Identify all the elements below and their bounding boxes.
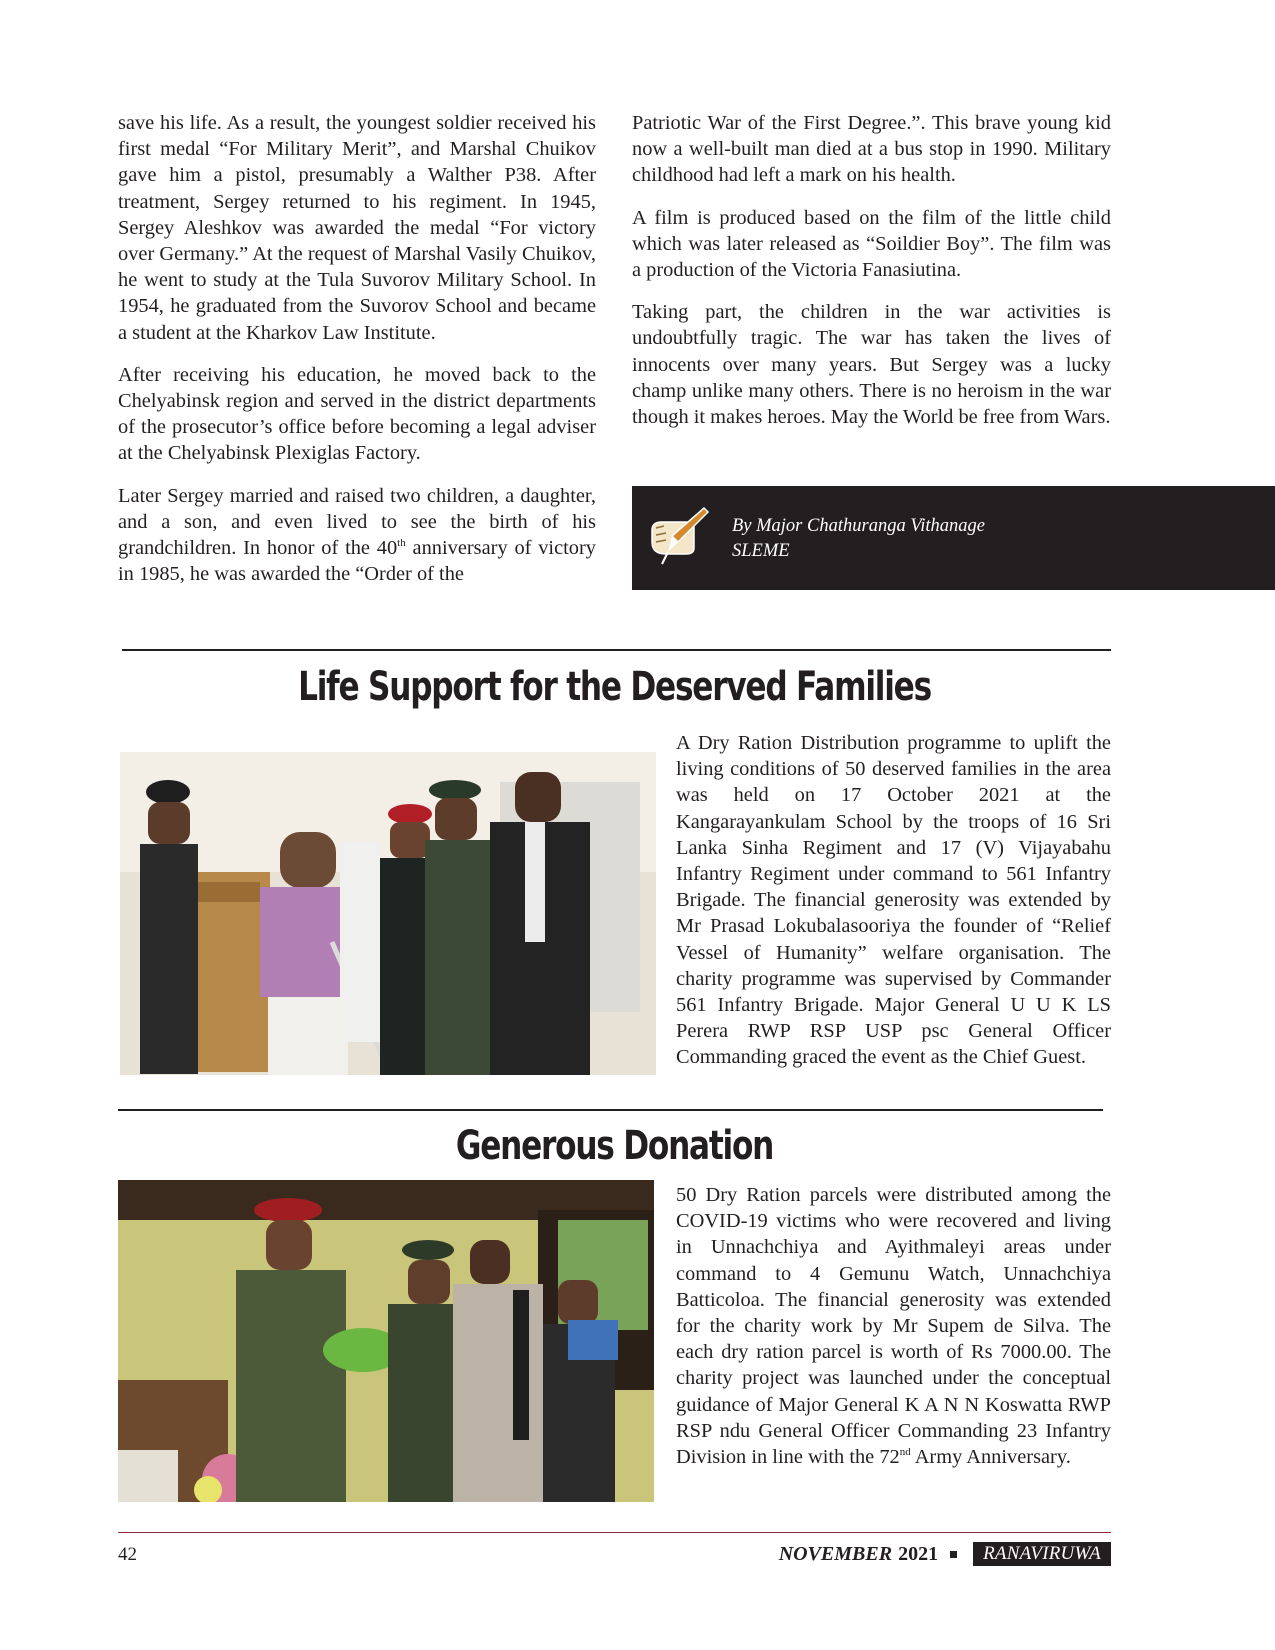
story-1-text bbox=[676, 730, 1111, 1071]
article-paragraph bbox=[118, 483, 596, 588]
section-divider bbox=[118, 1109, 1103, 1111]
article-left-column bbox=[118, 110, 596, 587]
magazine-name: RANAVIRUWA bbox=[973, 1542, 1111, 1566]
story-2-text bbox=[676, 1182, 1111, 1470]
article-text: anniversary of victory in 1985, he was awarded the “Order of the bbox=[118, 537, 596, 586]
story-2-text-body: 50 Dry Ration parcels were distributed among the COVID-19 victims who were recovered and living in Unnachchiya and Ayithmaleyi areas under command to 4 Gemunu Watch, Unnachchiya Batticoloa. The financial generosity was extended for the charity work by Mr Supem de Silva. The each dry ration parcel is worth of Rs 7000.00. The charity project was launched under the conceptual guidance of Major General K A N N Koswatta RWP RSP ndu General Officer Commanding 23 Infantry Division in line with the 72 bbox=[676, 1184, 1111, 1469]
footer-year: 2021 bbox=[898, 1542, 939, 1565]
story-1-headline: Life Support for the Deserved Families bbox=[298, 664, 931, 710]
story-1-paragraph: A Dry Ration Distribution programme to uplift the living conditions of 50 deserved families in the area was held on 17 October 2021 at the Kangarayankulam School by the troops of 16 Sri Lanka Sinha Regiment and 17 (V) Vijayabahu Infantry Regiment under command to 561 Infantry Brigade. The financial generosity was extended by Mr Prasad Lokubalasooriya the founder of “Relief Vessel of Humanity” welfare organisation. The charity programme was supervised by Commander 561 Infantry Brigade. Major General U U K LS Perera RWP RSP USP psc General Officer Commanding graced the event as the Chief Guest. bbox=[676, 732, 1111, 1069]
footer-masthead bbox=[779, 1542, 1111, 1566]
ordinal-suffix: nd bbox=[899, 1446, 911, 1459]
byline-text bbox=[732, 514, 985, 563]
article-paragraph: After receiving his education, he moved back to the Chelyabinsk region and served in the district departments of the prosecutor’s office before becoming a legal adviser at the Chelyabinsk Plexiglas Factory. bbox=[118, 363, 596, 465]
footer-rule bbox=[118, 1532, 1111, 1533]
article-paragraph: save his life. As a result, the youngest soldier received his first medal “For Military Merit”, and Marshal Chuikov gave him a pistol, presumably a Walther P38. After treatment, Sergey returned to his regiment. In 1945, Sergey Aleshkov was awarded the medal “For victory over Germany.” At the request of Marshal Vasily Chuikov, he went to study at the Tula Suvorov Military School. In 1954, he graduated from the Suvorov School and became a student at the Kharkov Law Institute. bbox=[118, 112, 596, 344]
byline-unit: SLEME bbox=[732, 540, 790, 561]
article-right-column bbox=[632, 110, 1111, 430]
article-text: Later Sergey married and raised two children, a daughter, and a son, and even lived to see the birth of his grandchildren. In honor of the 40 bbox=[118, 484, 596, 560]
byline-box bbox=[632, 486, 1275, 590]
section-divider bbox=[122, 649, 1111, 651]
square-bullet-icon bbox=[950, 1551, 957, 1558]
article-paragraph: A film is produced based on the film of the little child which was later released as “Soildier Boy”. The film was a production of the Victoria Fanasiutina. bbox=[632, 206, 1111, 282]
article-paragraph: Taking part, the children in the war activities is undoubtfully tragic. The war has taken the lives of innocents over many years. But Sergey was a lucky champ unlike many others. There is no heroism in the war though it makes heroes. May the World be free from Wars. bbox=[632, 301, 1111, 429]
ordinal-suffix: th bbox=[397, 537, 406, 550]
story-2-paragraph bbox=[676, 1182, 1111, 1470]
byline-author: By Major Chathuranga Vithanage bbox=[732, 516, 985, 536]
page-number: 42 bbox=[118, 1544, 137, 1565]
writing-hand-icon bbox=[642, 502, 714, 574]
story-2-headline: Generous Donation bbox=[455, 1123, 774, 1169]
story-2-text-end: Army Anniversary. bbox=[910, 1446, 1071, 1469]
article-paragraph: Patriotic War of the First Degree.”. This brave young kid now a well-built man died at a bus stop in 1990. Military childhood had left a mark on his health. bbox=[632, 112, 1111, 187]
footer-month: NOVEMBER bbox=[778, 1542, 893, 1565]
photo-dry-ration-handover bbox=[120, 752, 656, 1075]
photo-parcel-distribution bbox=[118, 1180, 654, 1502]
